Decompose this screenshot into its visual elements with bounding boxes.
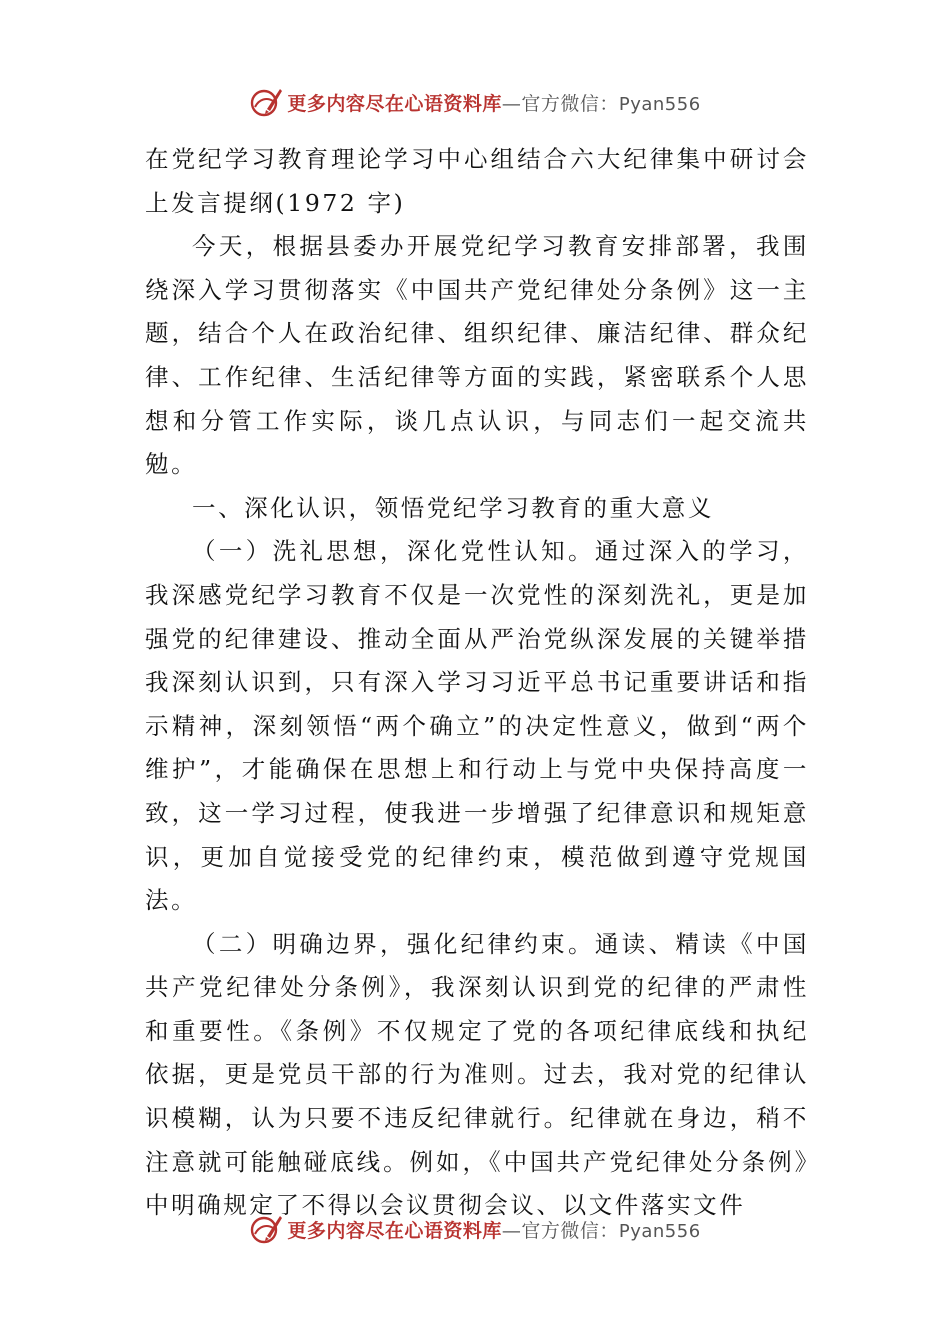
- intro-paragraph: 今天，根据县委办开展党纪学习教育安排部署，我围绕深入学习贯彻落实《中国共产党纪律处分条例》这一主题，结合个人在政治纪律、组织纪律、廉洁纪律、群众纪律、工作纪律、生活纪律等方面的实践，紧密联系个人思想和分管工作实际，谈几点认识，与同志们一起交流共勉。: [145, 232, 809, 479]
- watermark-dash: —: [501, 92, 522, 115]
- header-watermark: [0, 80, 950, 124]
- brush-logo-icon: [249, 85, 283, 119]
- document-title: 在党纪学习教育理论学习中心组结合六大纪律集中研讨会上发言提纲(1972 字): [145, 145, 809, 217]
- watermark-dash: —: [501, 1219, 522, 1242]
- watermark-account: Pyan556: [618, 93, 701, 115]
- subsection-paragraph-2: （二）明确边界，强化纪律约束。通读、精读《中国共产党纪律处分条例》，我深刻认识到党的纪律的严肃性和重要性。《条例》不仅规定了党的各项纪律底线和执纪依据，更是党员干部的行为准则。过去，我对党的纪律认识模糊，认为只要不违反纪律就行。纪律就在身边，稍不注意就可能触碰底线。例如，《中国共产党纪律处分条例》中明确规定了不得以会议贯彻会议、以文件落实文件: [145, 929, 809, 1220]
- brush-logo-icon: [249, 1212, 283, 1246]
- document-body: [145, 138, 809, 1228]
- watermark-label: 官方微信：: [521, 92, 619, 115]
- watermark-brand: 更多内容尽在心语资料库: [287, 1219, 502, 1242]
- footer-watermark: [0, 1207, 950, 1251]
- watermark-text: [287, 1216, 700, 1243]
- watermark-text: [287, 89, 700, 116]
- watermark-brand: 更多内容尽在心语资料库: [287, 92, 502, 115]
- watermark-label: 官方微信：: [521, 1219, 619, 1242]
- section-heading-1: 一、深化认识，领悟党纪学习教育的重大意义: [192, 493, 714, 522]
- subsection-paragraph-1: （一）洗礼思想，深化党性认知。通过深入的学习，我深感党纪学习教育不仅是一次党性的深刻洗礼，更是加强党的纪律建设、推动全面从严治党纵深发展的关键举措我深刻认识到，只有深入学习习近平总书记重要讲话和指示精神，深刻领悟“两个确立”的决定性意义，做到“两个维护”，才能确保在思想上和行动上与党中央保持高度一致，这一学习过程，使我进一步增强了纪律意识和规矩意识，更加自觉接受党的纪律约束，模范做到遵守党规国法。: [145, 537, 809, 915]
- watermark-account: Pyan556: [618, 1220, 701, 1242]
